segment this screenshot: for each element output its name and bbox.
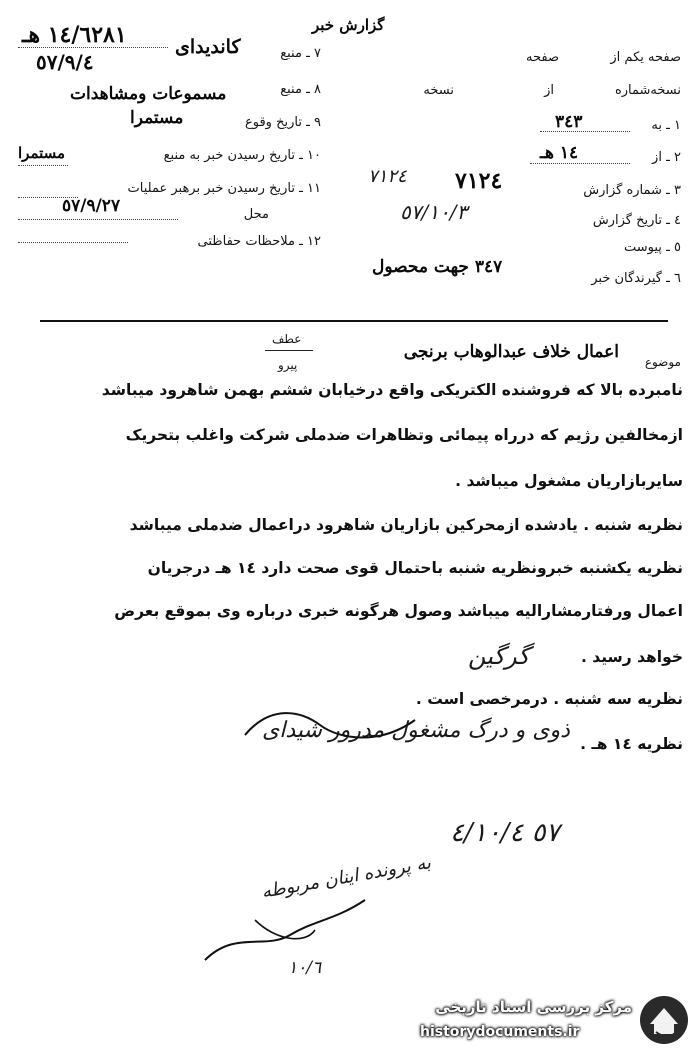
field-label-protection-notes: ١٢ ـ ملاحظات حفاظتی [197, 234, 321, 249]
field-label-location: محل [243, 207, 269, 222]
field-label-report-date: ٤ ـ تاریخ گزارش [592, 213, 681, 228]
field-label-attachment: ٥ ـ پیوست [624, 240, 681, 255]
note-14h-handwritten: ذوی و درگ مشغول مدرور شیدای [262, 718, 570, 743]
signature-gorgin: گرگین [468, 642, 530, 670]
field-value-from: ١٤ هـ [540, 143, 579, 163]
body-line-1: نامبرده بالا که فروشنده الکتریکی واقع درخیابان ششم بهمن شاهرود میباشد [101, 381, 683, 399]
field-label-recipients: ٦ ـ گیرندگان خبر [591, 271, 681, 286]
field-label-to: ١ ـ به [651, 118, 681, 133]
field-value-location-date: ٥٧/٩/٢٧ [62, 196, 121, 216]
rule-location [18, 219, 178, 220]
margin-note-handwritten: ٧١٢٤ [368, 166, 407, 187]
reference-peyro-label: پیرو [278, 358, 298, 372]
watermark-org-name: مرکز بررسی اسناد تاریخی [435, 998, 632, 1016]
field-label-date-to-source: ١٠ ـ تاریخ رسیدن خبر به منبع [163, 148, 321, 163]
body-line-7: خواهد رسید . [580, 648, 683, 666]
field-label-page-suffix: صفحه [526, 50, 559, 65]
body-line-2: ازمخالفین رژیم که درراه پیمائی وتظاهرات ضدملی شرکت واغلب بتحریک [125, 426, 683, 444]
field-value-source-7: کاندیدای [175, 36, 241, 58]
field-value-date-occurrence: مستمرا [130, 108, 184, 128]
body-line-4: نظریه شنبه . یادشده ازمحرکین بازاریان شاهرود دراعمال ضدملی میباشد [129, 516, 683, 534]
field-label-copy-suffix: نسخه [423, 83, 454, 98]
field-value-date-to-source: مستمرا [18, 144, 66, 162]
reference-divider [265, 350, 313, 351]
page-title: گزارش خبر [312, 16, 385, 34]
field-value-report-number: ٧١٢٤ [455, 168, 503, 194]
bottom-note-handwritten: به پرونده اینان مربوطه [260, 852, 433, 903]
subject-label: موضوع [644, 355, 681, 369]
subject-value: اعمال خلاف عبدالوهاب برنجی [403, 342, 619, 362]
file-number: ١٤/٦٢٨١ هـ [22, 22, 127, 48]
field-label-date-to-leader: ١١ ـ تاریخ رسیدن خبر برهبر عملیات [127, 181, 321, 196]
watermark-logo-icon [638, 994, 690, 1046]
field-label-from: ٢ ـ از [652, 150, 681, 165]
rule-from [530, 163, 630, 164]
field-value-recipients: ٣٤٧ جهت محصول [372, 257, 503, 277]
section-divider [40, 320, 668, 322]
field-label-source-7: ٧ ـ منبع [280, 46, 321, 61]
field-label-copy-of: از [544, 83, 554, 98]
file-date: ٥٧/٩/٤ [36, 50, 94, 74]
rule-protection-notes [18, 242, 128, 243]
rule-date-to-source [18, 165, 68, 166]
field-value-to: ٣٤٣ [555, 112, 583, 132]
body-line-5: نظریه یکشنبه خبرونظریه شنبه باحتمال قوی صحت دارد ١٤ هـ درجریان [147, 559, 683, 577]
field-value-source-8: مسموعات ومشاهدات [70, 84, 227, 104]
note-14h-label: نظریه ١٤ هـ . [580, 735, 683, 753]
handwritten-date-bottom: ٥٧ ٤/١٠/٤ [450, 818, 560, 848]
file-number-rule [18, 47, 168, 48]
rule-to [540, 131, 630, 132]
field-label-source-8: ٨ ـ منبع [280, 82, 321, 97]
watermark-url: historydocuments.ir [420, 1024, 580, 1040]
field-label-report-number: ٣ ـ شماره گزارش [583, 183, 681, 198]
field-label-copy-number: نسخه‌شماره [614, 83, 681, 98]
field-label-date-occurrence: ٩ ـ تاریخ وقوع [244, 115, 321, 130]
field-label-page: صفحه یکم از [610, 50, 681, 65]
reference-atf-label: عطف [272, 332, 302, 346]
field-value-report-date: ٥٧/١٠/٣ [400, 200, 468, 224]
watermark-block [404, 990, 694, 1052]
body-line-6: اعمال ورفتارمشارالیه میباشد وصول هرگونه خبری درباره وی بموقع بعرض [114, 602, 683, 620]
bottom-mark: ١٠/٦ [288, 958, 322, 978]
note-handwritten-flourish [240, 700, 420, 750]
note-tuesday: نظریه سه شنبه . درمرخصی است . [415, 690, 683, 708]
bottom-signature-stroke [195, 890, 375, 980]
body-line-3: سایربازاریان مشغول میباشد . [455, 472, 683, 490]
